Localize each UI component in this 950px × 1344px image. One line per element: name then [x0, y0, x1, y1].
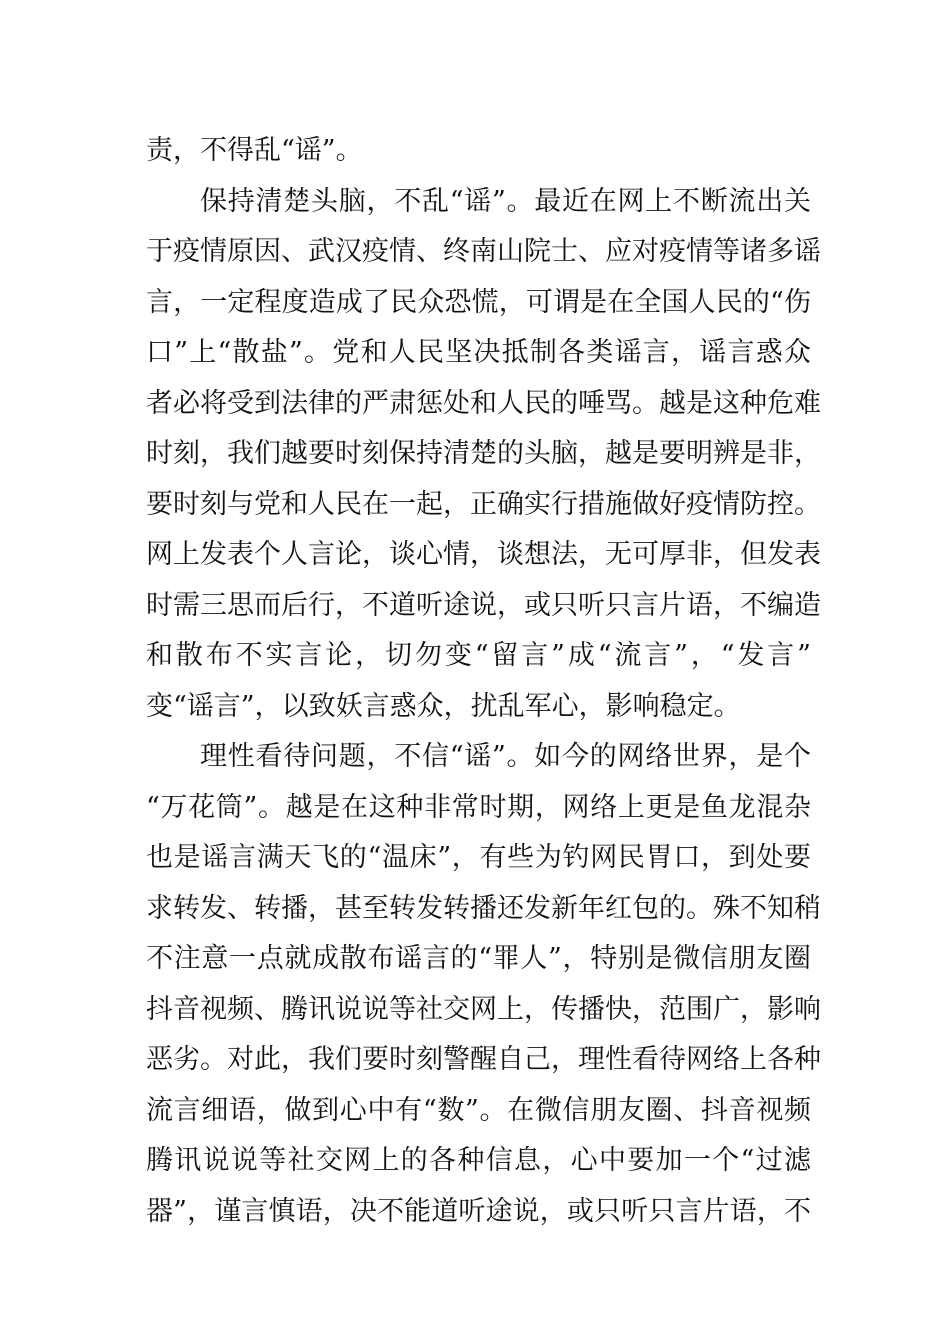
text-line: 流言细语，做到心中有“数”。在微信朋友圈、抖音视频: [146, 1094, 811, 1126]
paragraph-first-line: 理性看待问题，不信“谣”。如今的网络世界，是个: [200, 741, 811, 772]
text-line: 者必将受到法律的严肃惩处和人民的唾骂。越是这种危难: [146, 387, 821, 419]
text-line: 时需三思而后行，不道听途说，或只听只言片语，不编造: [146, 589, 821, 621]
body-text: [146, 126, 821, 1237]
text-line: 于疫情原因、武汉疫情、终南山院士、应对疫情等诸多谣: [146, 236, 821, 267]
text-line: 网上发表个人言论，谈心情，谈想法，无可厚非，但发表: [146, 539, 821, 570]
text-line: 也是谣言满天飞的“温床”，有些为钓网民胃口，到处要: [146, 842, 811, 873]
text-line: 要时刻与党和人民在一起，正确实行措施做好疫情防控。: [146, 488, 821, 520]
text-line: 恶劣。对此，我们要时刻警醒自己，理性看待网络上各种: [146, 1044, 821, 1075]
text-line: 和散布不实言论，切勿变“留言”成“流言”，“发言”: [146, 640, 811, 671]
text-line: 变“谣言”，以致妖言惑众，扰乱军心，影响稳定。: [146, 690, 741, 722]
paragraph-first-line: 保持清楚头脑，不乱“谣”。最近在网上不断流出关: [200, 185, 811, 217]
text-line: 腾讯说说等社交网上的各种信息，心中要加一个“过滤: [146, 1145, 811, 1176]
text-line: 言，一定程度造成了民众恐慌，可谓是在全国人民的“伤: [146, 286, 811, 318]
text-line: 时刻，我们越要时刻保持清楚的头脑，越是要明辨是非，: [146, 438, 821, 469]
text-line: “万花筒”。越是在这种非常时期，网络上更是鱼龙混杂: [146, 791, 811, 823]
text-line: 责，不得乱“谣”。: [146, 135, 363, 166]
text-line: 不注意一点就成散布谣言的“罪人”，特别是微信朋友圈: [146, 943, 811, 974]
text-line: 口”上“散盐”。党和人民坚决抵制各类谣言，谣言惑众: [146, 337, 811, 368]
text-line: 器”，谨言慎语，决不能道听途说，或只听只言片语，不: [146, 1195, 811, 1227]
text-line: 求转发、转播，甚至转发转播还发新年红包的。殊不知稍: [146, 892, 821, 924]
text-line: 抖音视频、腾讯说说等社交网上，传播快，范围广，影响: [146, 993, 821, 1025]
